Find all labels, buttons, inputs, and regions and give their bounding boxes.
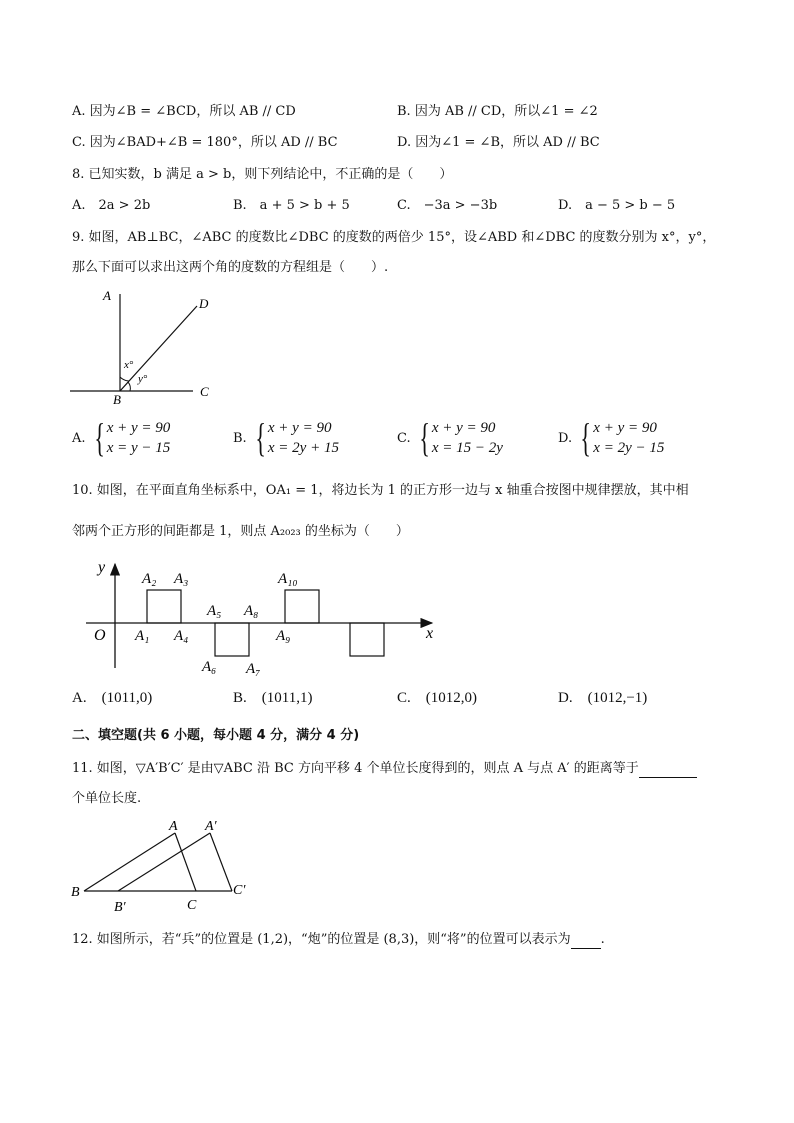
- section-2-title: 二、填空题(共 6 小题，每小题 4 分，满分 4 分): [72, 728, 360, 743]
- q9-stem-line2: 那么下面可以求出这两个角的度数的方程组是（ ）.: [72, 260, 389, 275]
- q9-option-a-eq1: x + y = 90: [106, 420, 171, 436]
- q10-label-a5: A₅: [207, 603, 222, 619]
- q12-end: .: [600, 932, 605, 947]
- q9-label-d: D: [199, 296, 209, 311]
- q9-option-d-eq2: x = 2y − 15: [593, 440, 665, 456]
- q11-label-b: B: [71, 885, 80, 900]
- q8-option-a: A. 2a > 2b: [72, 198, 151, 213]
- q9-label-x: x°: [124, 359, 134, 371]
- q11-stem-line1: [72, 760, 697, 778]
- q9-option-a: [72, 415, 171, 460]
- q9-option-b-eq1: x + y = 90: [267, 420, 332, 436]
- q9-option-d: [558, 415, 665, 460]
- q10-label-a4: A₄: [174, 628, 189, 644]
- q11-stem-line2: 个单位长度.: [72, 791, 142, 806]
- q8-stem: 8. 已知实数，b 满足 a > b，则下列结论中，不正确的是（ ）: [72, 167, 453, 182]
- q9-option-a-eq2: x = y − 15: [106, 440, 171, 456]
- q8-option-b: B. a + 5 > b + 5: [233, 198, 350, 213]
- q9-option-b: [233, 415, 339, 460]
- q10-figure: [80, 556, 450, 681]
- q12-stem: [72, 931, 605, 949]
- q10-label-o: O: [94, 627, 106, 644]
- q11-label-a: A: [169, 819, 178, 834]
- q12-stem-text: 12. 如图所示，若“兵”的位置是 (1,2)，“炮”的位置是 (8,3)，则“将”的位置可以表示为: [72, 932, 571, 947]
- left-brace-icon: {: [255, 415, 266, 460]
- q10-label-a3: A₃: [174, 571, 189, 587]
- q8-option-c: C. −3a > −3b: [397, 198, 498, 213]
- q9-option-b-eq2: x = 2y + 15: [267, 440, 339, 456]
- q11-label-c: C: [187, 898, 197, 913]
- q11-answer-blank[interactable]: [639, 763, 697, 778]
- q10-option-a: A. (1011,0): [72, 690, 153, 706]
- q9-figure: [65, 284, 225, 404]
- q11-label-c-prime: C′: [233, 883, 246, 898]
- left-brace-icon: {: [93, 415, 105, 460]
- q11-label-b-prime: B′: [114, 900, 126, 915]
- q9-label-a: A: [103, 288, 111, 303]
- q10-stem-line2: 邻两个正方形的间距都是 1，则点 A₂₀₂₃ 的坐标为（ ）: [72, 524, 409, 539]
- q7-option-c: C. 因为∠BAD+∠B = 180°，所以 AD // BC: [72, 135, 338, 150]
- left-brace-icon: {: [418, 415, 430, 460]
- q10-label-y: y: [98, 559, 106, 576]
- q10-option-c: C. (1012,0): [397, 690, 477, 706]
- q10-label-a6: A₆: [202, 659, 217, 675]
- q9-option-c-eq2: x = 15 − 2y: [431, 440, 503, 456]
- q9-option-c: [397, 415, 503, 460]
- q9-stem-line1: 9. 如图，AB⊥BC，∠ABC 的度数比∠DBC 的度数的两倍少 15°，设∠ABD 和∠DBC 的度数分别为 x°，y°，: [72, 230, 716, 245]
- q10-label-a10: A₁₀: [278, 571, 298, 587]
- q10-option-b: B. (1011,1): [233, 690, 313, 706]
- q12-answer-blank[interactable]: [571, 934, 601, 949]
- q9-option-c-eq1: x + y = 90: [431, 420, 496, 436]
- q10-label-a9: A₉: [276, 628, 291, 644]
- q7-option-a: A. 因为∠B = ∠BCD，所以 AB // CD: [72, 104, 296, 119]
- q7-option-b: B. 因为 AB // CD，所以∠1 = ∠2: [397, 104, 598, 119]
- q9-option-a-letter: A.: [72, 430, 86, 446]
- q10-label-x: x: [426, 625, 434, 642]
- left-brace-icon: {: [580, 415, 591, 460]
- q10-label-a1: A₁: [135, 628, 150, 644]
- q11-label-a-prime: A′: [205, 819, 217, 834]
- q9-option-d-eq1: x + y = 90: [593, 420, 657, 436]
- q9-option-b-letter: B.: [233, 430, 247, 446]
- q9-option-c-letter: C.: [397, 430, 411, 446]
- q9-label-c: C: [200, 384, 209, 399]
- q10-stem-line1: 10. 如图，在平面直角坐标系中，OA₁ = 1，将边长为 1 的正方形一边与 x 轴重合按图中规律摆放，其中相: [72, 483, 689, 498]
- q9-label-y: y°: [138, 373, 148, 385]
- q10-option-d: D. (1012,−1): [558, 690, 648, 706]
- q9-label-b: B: [113, 392, 121, 404]
- q7-option-d: D. 因为∠1 = ∠B，所以 AD // BC: [397, 135, 600, 150]
- q10-label-a8: A₈: [244, 603, 259, 619]
- q11-figure: [65, 815, 265, 915]
- q8-option-d: D. a − 5 > b − 5: [558, 198, 676, 213]
- q11-stem-text: 11. 如图，▽A′B′C′ 是由▽ABC 沿 BC 方向平移 4 个单位长度得到的，则点 A 与点 A′ 的距离等于: [72, 761, 639, 776]
- q10-label-a2: A₂: [142, 571, 157, 587]
- q9-option-d-letter: D.: [558, 430, 573, 446]
- q10-label-a7: A₇: [246, 661, 261, 677]
